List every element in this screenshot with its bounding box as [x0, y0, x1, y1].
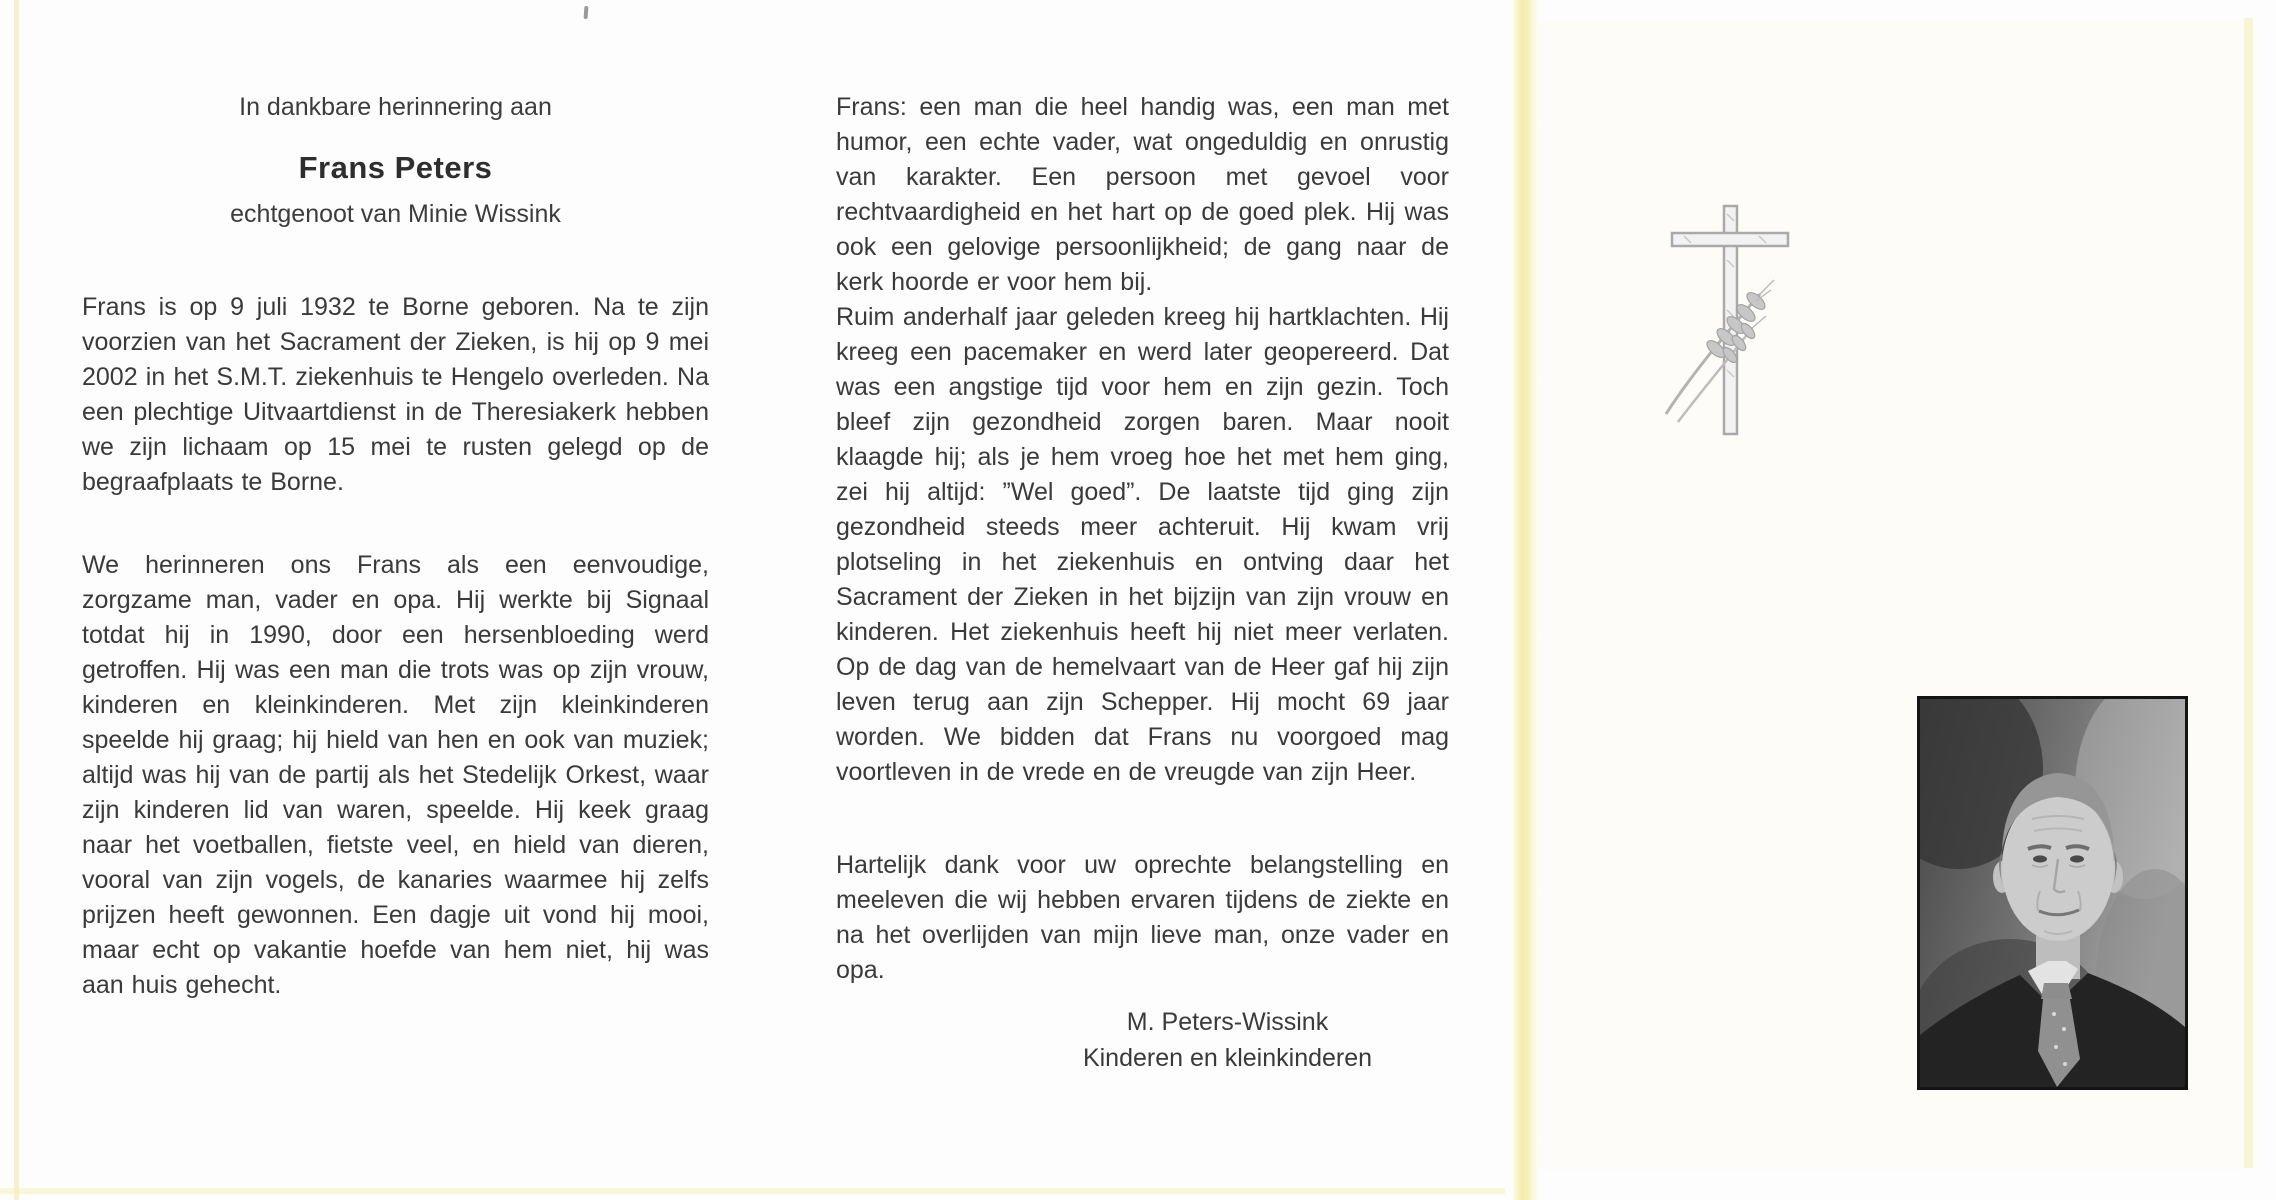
- scan-edge-strip-left: [14, 0, 19, 1200]
- text-column-middle: [836, 90, 1449, 1076]
- portrait-photo: [1917, 696, 2188, 1090]
- scan-artifact: [584, 6, 589, 19]
- fold-strip: [1513, 0, 1537, 1200]
- paragraph-character: Frans: een man die heel handig was, een man met humor, een echte vader, wat ongeduldig en onrustig van karakter. Een persoon met gevoel voor rechtvaardigheid en het hart op de goed plek. Hij was ook een gelovige persoonlijkheid; de gang naar de kerk hoorde er voor hem bij.: [836, 93, 1449, 296]
- paragraph-life-dates: Frans is op 9 juli 1932 te Borne geboren. Na te zijn voorzien van het Sacrament der Zieken, is hij op 9 mei 2002 in het S.M.T. ziekenhuis te Hengelo overleden. Na een plechtige Uitvaartdienst in de Theresiakerk hebben we zijn lichaam op 15 mei te rusten gelegd op de begraafplaats te Borne.: [82, 293, 709, 496]
- signature-block: [1006, 1004, 1449, 1076]
- cross-with-wheat-icon: [1644, 200, 1814, 440]
- memorial-intro: In dankbare herinnering aan: [239, 93, 552, 121]
- card-right-panel: [1537, 18, 2244, 1170]
- signature-family: Kinderen en kleinkinderen: [1082, 1044, 1373, 1072]
- deceased-name: Frans Peters: [298, 150, 493, 185]
- paragraph-thanks: Hartelijk dank voor uw oprechte belangstelling en meeleven die wij hebben ervaren tijdens de ziekte en na het overlijden van mijn lieve man, onze vader en opa.: [836, 851, 1449, 984]
- signature-name: M. Peters-Wissink: [1126, 1008, 1329, 1036]
- scan-edge-strip-bottom: [0, 1188, 1505, 1194]
- spouse-line: echtgenoot van Minie Wissink: [230, 200, 561, 228]
- scan-edge-strip-right: [2244, 18, 2253, 1168]
- text-column-left: [82, 90, 709, 1003]
- paragraph-illness: Ruim anderhalf jaar geleden kreeg hij hartklachten. Hij kreeg een pacemaker en werd later geopereerd. Dat was een angstige tijd voor hem en zijn gezin. Toch bleef zijn gezondheid zorgen baren. Maar nooit klaagde hij; als je hem vroeg hoe het met hem ging, zei hij altijd: ”Wel goed”. De laatste tijd ging zijn gezondheid steeds meer achteruit. Hij kwam vrij plotseling in het ziekenhuis en ontving daar het Sacrament der Zieken in het bijzijn van zijn vrouw en kinderen. Het ziekenhuis heeft hij niet meer verlaten. Op de dag van de hemelvaart van de Heer gaf hij zijn leven terug aan zijn Schepper. Hij mocht 69 jaar worden. We bidden dat Frans nu voorgoed mag voortleven in de vrede en de vreugde van zijn Heer.: [836, 303, 1449, 786]
- paragraph-memories: We herinneren ons Frans als een eenvoudige, zorgzame man, vader en opa. Hij werkte bij Signaal totdat hij in 1990, door een hersenbloeding werd getroffen. Hij was een man die trots was op zijn vrouw, kinderen en kleinkinderen. Met zijn kleinkinderen speelde hij graag; hij hield van hen en ook van muziek; altijd was hij van de partij als het Stedelijk Orkest, waar zijn kinderen lid van waren, speelde. Hij keek graag naar het voetballen, fietste veel, en hield van dieren, vooral van zijn vogels, de kanaries waarmee hij zelfs prijzen heeft gewonnen. Een dagje uit vond hij mooi, maar echt op vakantie hoefde van hem niet, hij was aan huis gehecht.: [82, 551, 709, 999]
